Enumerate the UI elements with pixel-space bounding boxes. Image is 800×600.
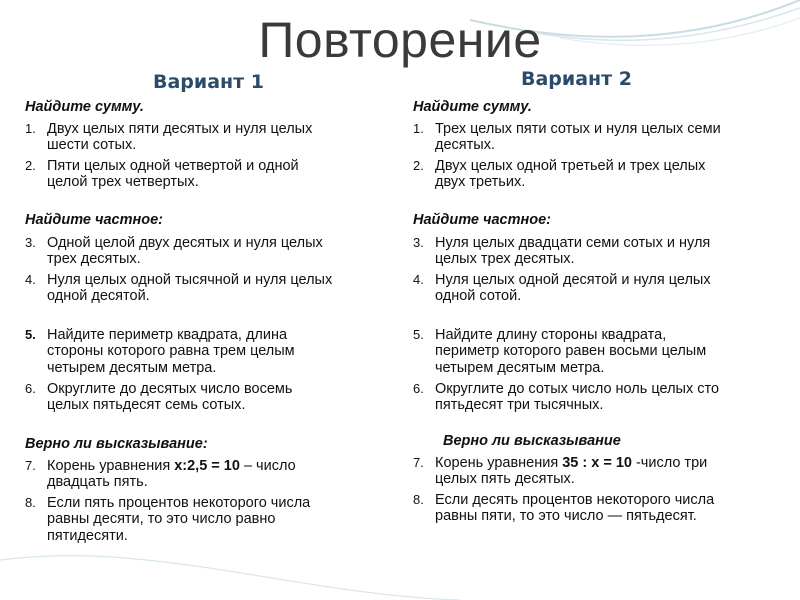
section-sum-heading: Найдите сумму. bbox=[413, 99, 532, 115]
question-7 bbox=[413, 454, 707, 472]
question-text: Двух целых пяти десятых и нуля целых bbox=[47, 121, 313, 137]
question-5 bbox=[25, 326, 287, 344]
question-text: Найдите периметр квадрата, длина bbox=[47, 327, 288, 343]
question-1-continued: десятых. bbox=[435, 137, 495, 153]
page-title: Повторение bbox=[258, 12, 542, 68]
question-number: 6. bbox=[413, 381, 424, 396]
question-number: 3. bbox=[413, 235, 424, 250]
question-2-continued: двух третьих. bbox=[435, 174, 526, 190]
question-5-continued: периметр которого равен восьми целым bbox=[435, 343, 707, 359]
question-number: 7. bbox=[25, 458, 36, 473]
section-quotient-heading: Найдите частное: bbox=[25, 212, 163, 228]
question-text: Округлите до сотых число ноль целых сто bbox=[435, 381, 720, 397]
variant-1-heading: Вариант 1 bbox=[153, 71, 265, 93]
question-number: 1. bbox=[413, 121, 424, 136]
question-text: Корень уравнения bbox=[435, 455, 563, 471]
question-text: Округлите до десятых число восемь bbox=[47, 381, 293, 397]
question-text: Трех целых пяти сотых и нуля целых семи bbox=[435, 121, 721, 137]
question-number: 8. bbox=[25, 495, 36, 510]
variant-2-heading: Вариант 2 bbox=[521, 68, 633, 90]
question-4-continued: одной десятой. bbox=[47, 288, 150, 304]
question-text: Найдите длину стороны квадрата, bbox=[435, 327, 667, 343]
question-text: Двух целых одной третьей и трех целых bbox=[435, 158, 706, 174]
question-text: -число три bbox=[631, 455, 708, 471]
question-text: Нуля целых одной тысячной и нуля целых bbox=[47, 272, 333, 288]
question-text: – число bbox=[239, 458, 296, 474]
question-6 bbox=[25, 380, 292, 398]
question-6 bbox=[413, 380, 719, 398]
question-2 bbox=[25, 157, 299, 175]
question-8-continued: равны пяти, то это число — пятьдесят. bbox=[435, 508, 697, 524]
question-number: 4. bbox=[413, 272, 424, 287]
question-7-continued: двадцать пять. bbox=[47, 474, 148, 490]
question-3 bbox=[25, 234, 323, 252]
question-5-continued: четырем десятым метра. bbox=[47, 360, 217, 376]
question-4 bbox=[25, 271, 332, 289]
question-number: 3. bbox=[25, 235, 36, 250]
question-number: 2. bbox=[25, 158, 36, 173]
question-5 bbox=[413, 326, 666, 344]
question-8-continued: равны десяти, то это число равно bbox=[47, 511, 276, 527]
question-3-continued: целых трех десятых. bbox=[435, 251, 575, 267]
question-text: Корень уравнения bbox=[47, 458, 175, 474]
question-2 bbox=[413, 157, 705, 175]
equation: 35 : х = 10 bbox=[562, 455, 632, 471]
question-number: 8. bbox=[413, 492, 424, 507]
question-4-continued: одной сотой. bbox=[435, 288, 522, 304]
section-true-heading: Верно ли высказывание: bbox=[25, 436, 208, 452]
section-quotient-heading: Найдите частное: bbox=[413, 212, 551, 228]
question-8-continued: пятидесяти. bbox=[47, 528, 128, 544]
question-3-continued: трех десятых. bbox=[47, 251, 141, 267]
section-sum-heading: Найдите сумму. bbox=[25, 99, 144, 115]
question-1-continued: шести сотых. bbox=[47, 137, 137, 153]
question-3 bbox=[413, 234, 710, 252]
question-number: 1. bbox=[25, 121, 36, 136]
question-2-continued: целой трех четвертых. bbox=[47, 174, 199, 190]
question-number: 5. bbox=[413, 327, 424, 342]
section-true-heading: Верно ли высказывание bbox=[443, 433, 621, 449]
question-number: 2. bbox=[413, 158, 424, 173]
question-1 bbox=[25, 120, 312, 138]
question-number: 6. bbox=[25, 381, 36, 396]
question-text: Одной целой двух десятых и нуля целых bbox=[47, 235, 323, 251]
question-6-continued: целых пятьдесят семь сотых. bbox=[47, 397, 246, 413]
question-4 bbox=[413, 271, 711, 289]
question-1 bbox=[413, 120, 721, 138]
question-text: Если десять процентов некоторого числа bbox=[435, 492, 715, 508]
question-7-continued: целых пять десятых. bbox=[435, 471, 575, 487]
question-text: Пяти целых одной четвертой и одной bbox=[47, 158, 299, 174]
question-text: Нуля целых одной десятой и нуля целых bbox=[435, 272, 711, 288]
question-number: 7. bbox=[413, 455, 424, 470]
question-text: Нуля целых двадцати семи сотых и нуля bbox=[435, 235, 711, 251]
question-5-continued: стороны которого равна трем целым bbox=[47, 343, 295, 359]
question-8 bbox=[25, 494, 310, 512]
question-text: Если пять процентов некоторого числа bbox=[47, 495, 311, 511]
question-8 bbox=[413, 491, 714, 509]
question-7 bbox=[25, 457, 296, 475]
equation: х:2,5 = 10 bbox=[174, 458, 240, 474]
question-number: 5. bbox=[25, 327, 36, 342]
question-6-continued: пятьдесят три тысячных. bbox=[435, 397, 604, 413]
question-5-continued: четырем десятым метра. bbox=[435, 360, 605, 376]
question-number: 4. bbox=[25, 272, 36, 287]
